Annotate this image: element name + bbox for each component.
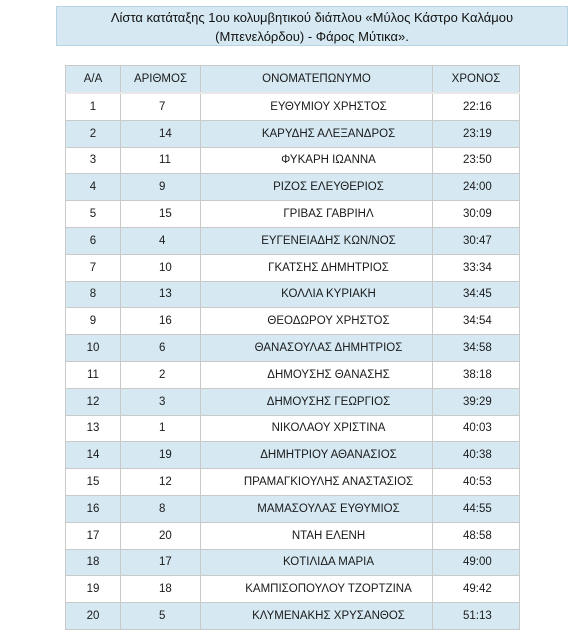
cell-rank: 17 (66, 522, 121, 549)
table-row (66, 495, 520, 522)
cell-rank: 9 (66, 308, 121, 335)
cell-name: ΚΑΜΠΙΣΟΠΟΥΛΟΥ ΤΖΟΡΤΖΙΝΑ (201, 576, 433, 603)
cell-time: 34:58 (433, 335, 520, 362)
table-row (66, 308, 520, 335)
cell-name: ΚΑΡΥΔΗΣ ΑΛΕΞΑΝΔΡΟΣ (201, 120, 433, 147)
cell-name: ΝΤΑΗ ΕΛΕΝΗ (201, 522, 433, 549)
cell-number: 12 (121, 469, 201, 496)
table-row (66, 227, 520, 254)
cell-name: ΕΥΘΥΜΙΟΥ ΧΡΗΣΤΟΣ (201, 93, 433, 120)
cell-rank: 15 (66, 469, 121, 496)
cell-rank: 16 (66, 495, 121, 522)
cell-number: 11 (121, 147, 201, 174)
cell-number: 13 (121, 281, 201, 308)
cell-number: 17 (121, 549, 201, 576)
cell-time: 22:16 (433, 93, 520, 120)
cell-name: ΘΑΝΑΣΟΥΛΑΣ ΔΗΜΗΤΡΙΟΣ (201, 335, 433, 362)
table-row (66, 442, 520, 469)
cell-name: ΝΙΚΟΛΑΟΥ ΧΡΙΣΤΙΝΑ (201, 415, 433, 442)
cell-number: 19 (121, 442, 201, 469)
table-row (66, 147, 520, 174)
title-line-1: Λίστα κατάταξης 1ου κολυμβητικού διάπλου «Μύλος Κάστρο Καλάμου (110, 10, 514, 25)
header-row (66, 66, 520, 94)
cell-time: 34:54 (433, 308, 520, 335)
header-name: ΟΝΟΜΑΤΕΠΩΝΥΜΟ (201, 66, 433, 94)
cell-name: ΚΟΤΙΛΙΔΑ ΜΑΡΙΑ (201, 549, 433, 576)
table-row (66, 120, 520, 147)
cell-time: 40:53 (433, 469, 520, 496)
cell-time: 30:09 (433, 201, 520, 228)
cell-rank: 4 (66, 174, 121, 201)
cell-name: ΡΙΖΟΣ ΕΛΕΥΘΕΡΙΟΣ (201, 174, 433, 201)
table-row (66, 335, 520, 362)
cell-name: ΚΛΥΜΕΝΑΚΗΣ ΧΡΥΣΑΝΘΟΣ (201, 603, 433, 630)
cell-name: ΓΚΑΤΣΗΣ ΔΗΜΗΤΡΙΟΣ (201, 254, 433, 281)
cell-time: 49:42 (433, 576, 520, 603)
cell-time: 23:50 (433, 147, 520, 174)
cell-name: ΚΟΛΛΙΑ ΚΥΡΙΑΚΗ (201, 281, 433, 308)
cell-time: 30:47 (433, 227, 520, 254)
cell-time: 49:00 (433, 549, 520, 576)
cell-number: 8 (121, 495, 201, 522)
table-row (66, 254, 520, 281)
header-number: ΑΡΙΘΜΟΣ (121, 66, 201, 94)
table-row (66, 576, 520, 603)
cell-rank: 13 (66, 415, 121, 442)
cell-time: 39:29 (433, 388, 520, 415)
cell-rank: 10 (66, 335, 121, 362)
results-table (65, 65, 520, 630)
cell-number: 16 (121, 308, 201, 335)
cell-rank: 5 (66, 201, 121, 228)
cell-rank: 8 (66, 281, 121, 308)
table-row (66, 361, 520, 388)
cell-name: ΘΕΟΔΩΡΟΥ ΧΡΗΣΤΟΣ (201, 308, 433, 335)
table-row (66, 174, 520, 201)
cell-rank: 19 (66, 576, 121, 603)
table-row (66, 522, 520, 549)
cell-rank: 18 (66, 549, 121, 576)
table-row (66, 469, 520, 496)
cell-name: ΦΥΚΑΡΗ ΙΩΑΝΝΑ (201, 147, 433, 174)
cell-name: ΔΗΜΟΥΣΗΣ ΓΕΩΡΓΙΟΣ (201, 388, 433, 415)
document-title (56, 6, 568, 46)
header-rank: Α/Α (66, 66, 121, 94)
cell-rank: 6 (66, 227, 121, 254)
cell-time: 23:19 (433, 120, 520, 147)
table-row (66, 281, 520, 308)
table-row (66, 603, 520, 630)
cell-rank: 11 (66, 361, 121, 388)
cell-rank: 2 (66, 120, 121, 147)
cell-time: 48:58 (433, 522, 520, 549)
results-body (66, 93, 520, 629)
cell-number: 2 (121, 361, 201, 388)
cell-rank: 1 (66, 93, 121, 120)
table-row (66, 201, 520, 228)
cell-number: 14 (121, 120, 201, 147)
cell-time: 38:18 (433, 361, 520, 388)
cell-time: 34:45 (433, 281, 520, 308)
cell-number: 18 (121, 576, 201, 603)
cell-number: 20 (121, 522, 201, 549)
cell-time: 51:13 (433, 603, 520, 630)
cell-rank: 7 (66, 254, 121, 281)
table-row (66, 549, 520, 576)
cell-name: ΓΡΙΒΑΣ ΓΑΒΡΙΗΛ (201, 201, 433, 228)
cell-rank: 20 (66, 603, 121, 630)
table-row (66, 415, 520, 442)
cell-number: 7 (121, 93, 201, 120)
cell-rank: 14 (66, 442, 121, 469)
cell-time: 33:34 (433, 254, 520, 281)
cell-number: 15 (121, 201, 201, 228)
cell-time: 44:55 (433, 495, 520, 522)
cell-number: 6 (121, 335, 201, 362)
cell-number: 10 (121, 254, 201, 281)
cell-rank: 3 (66, 147, 121, 174)
cell-number: 5 (121, 603, 201, 630)
header-time: ΧΡΟΝΟΣ (433, 66, 520, 94)
cell-rank: 12 (66, 388, 121, 415)
cell-name: ΔΗΜΟΥΣΗΣ ΘΑΝΑΣΗΣ (201, 361, 433, 388)
cell-name: ΠΡΑΜΑΓΚΙΟΥΛΗΣ ΑΝΑΣΤΑΣΙΟΣ (201, 469, 433, 496)
cell-time: 24:00 (433, 174, 520, 201)
cell-number: 1 (121, 415, 201, 442)
cell-name: ΔΗΜΗΤΡΙΟΥ ΑΘΑΝΑΣΙΟΣ (201, 442, 433, 469)
cell-number: 3 (121, 388, 201, 415)
cell-time: 40:38 (433, 442, 520, 469)
cell-number: 9 (121, 174, 201, 201)
cell-name: ΕΥΓΕΝΕΙΑΔΗΣ ΚΩΝ/ΝΟΣ (201, 227, 433, 254)
cell-time: 40:03 (433, 415, 520, 442)
cell-number: 4 (121, 227, 201, 254)
title-line-2: (Μπενελόρδου) - Φάρος Μύτικα». (215, 29, 409, 44)
table-row (66, 388, 520, 415)
cell-name: ΜΑΜΑΣΟΥΛΑΣ ΕΥΘΥΜΙΟΣ (201, 495, 433, 522)
table-row (66, 93, 520, 120)
